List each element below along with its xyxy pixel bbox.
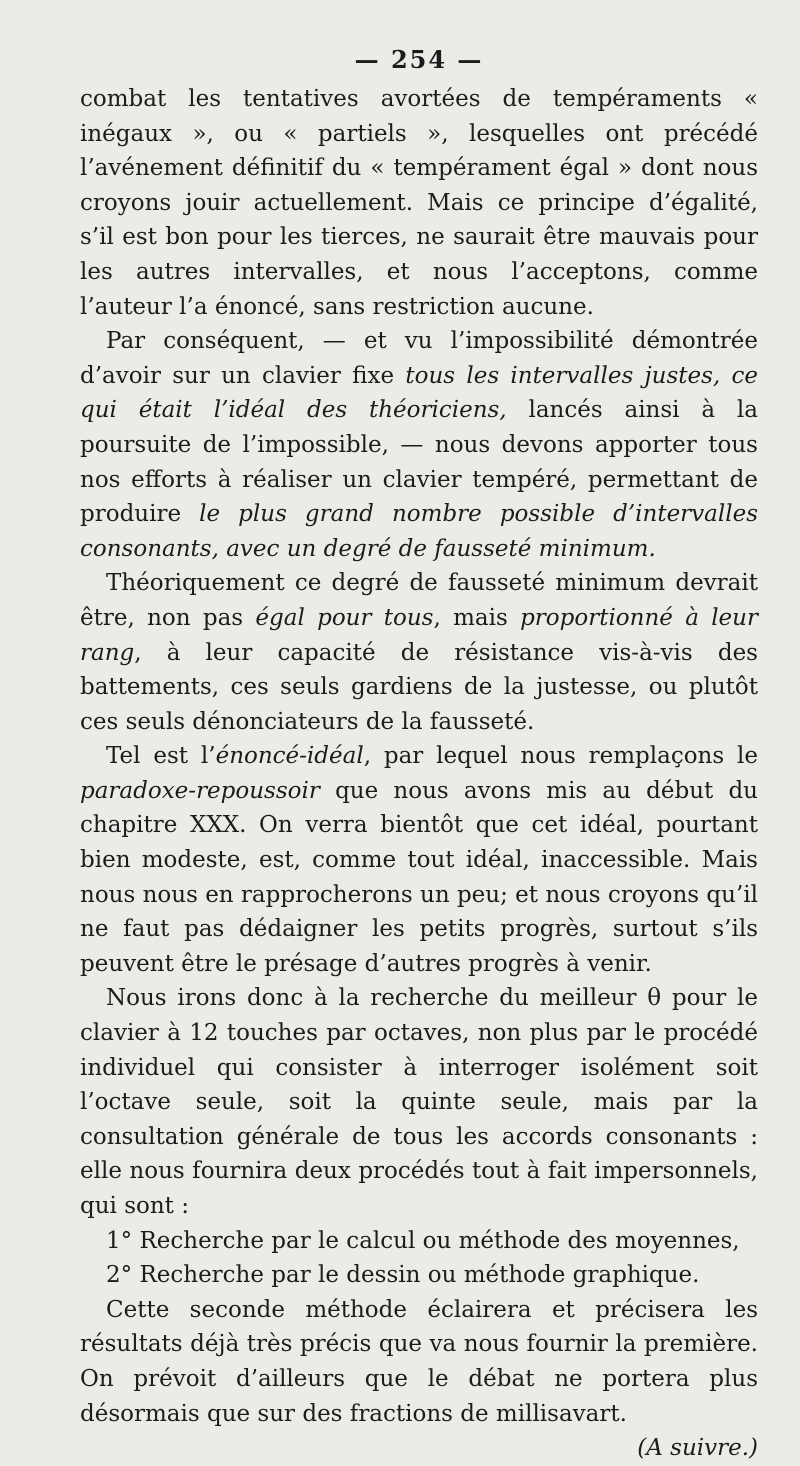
paragraph-4-italic-d: paradoxe-repoussoir	[80, 777, 320, 804]
paragraph-5: Nous irons donc à la recherche du meilleur θ pour le clavier à 12 touches par octaves, non plus par le procédé individuel qui consister à interroger isolément soit l’octave seule, soit la quinte seule, mais par la consultation générale de tous les accords consonants : elle nous fournira deux procédés tout à fait impersonnels, qui sont :	[80, 985, 758, 1219]
list-item-1: 1° Recherche par le calcul ou méthode des moyennes,	[106, 1227, 740, 1254]
paragraph-2-italic-b: tous les intervalles justes, ce qui était l’idéal des théoriciens,	[80, 362, 759, 424]
paragraph-3-text-a: Théoriquement ce degré de fausseté minimum devrait être, non pas	[80, 570, 758, 631]
a-suivre-note: (A suivre.)	[637, 1435, 758, 1462]
paragraph-2	[80, 324, 758, 566]
paragraph-4-text-a: Tel est l’	[106, 743, 216, 770]
paragraph-6	[80, 1293, 758, 1462]
paragraph-3-text-e: , à leur capacité de résistance vis-à-vis des battements, ces seuls gardiens de la justesse, ou plutôt ces seuls dénonciateurs de la fausseté.	[80, 639, 758, 735]
paragraph-4-text-c: , par lequel nous remplaçons le	[363, 743, 759, 770]
paragraph-3-italic-d: proportionné à leur rang	[80, 604, 758, 666]
paragraph-4	[80, 739, 758, 981]
paragraph-1: combat les tentatives avortées de tempéraments « inégaux », ou « partiels », lesquelles ont précédé l’avénement définitif du « tempérament égal » dont nous croyons jouir actuellement. Mais ce principe d’égalité, s’il est bon pour les tierces, ne saurait être mauvais pour les autres intervalles, et nous l’acceptons, comme l’auteur l’a énoncé, sans restriction aucune.	[80, 86, 758, 320]
paragraph-3-italic-b: égal pour tous	[255, 604, 434, 631]
list-item-2: 2° Recherche par le dessin ou méthode graphique.	[106, 1262, 700, 1289]
paragraph-4-text-e: que nous avons mis au début du chapitre XXX. On verra bientôt que cet idéal, pourtant bien modeste, est, comme tout idéal, inaccessible. Mais nous nous en rapprocherons un peu; et nous croyons qu’il ne faut pas dédaigner les petits progrès, surtout s’ils peuvent être le présage d’autres progrès à venir.	[80, 777, 758, 977]
paragraph-2-text-a: Par conséquent, — et vu l’impossibilité démontrée d’avoir sur un clavier fixe	[80, 328, 758, 389]
paragraph-2-italic-d: le plus grand nombre possible d’intervalles consonants, avec un degré de fausseté minimum.	[80, 501, 759, 562]
paragraph-2-text-c: lancés ainsi à la poursuite de l’impossible, — nous devons apporter tous nos efforts à réaliser un clavier tempéré, permettant de produire	[80, 397, 758, 528]
paragraph-6-text: Cette seconde méthode éclairera et précisera les résultats déjà très précis que va nous fournir la première. On prévoit d’ailleurs que le débat ne portera plus désormais que sur des fractions de millisavart.	[80, 1296, 758, 1427]
page-number: — 254 —	[354, 45, 484, 74]
paragraph-3	[80, 566, 758, 739]
paragraph-3-text-c: , mais	[433, 604, 521, 631]
paragraph-4-italic-b: énoncé-idéal	[215, 743, 364, 770]
